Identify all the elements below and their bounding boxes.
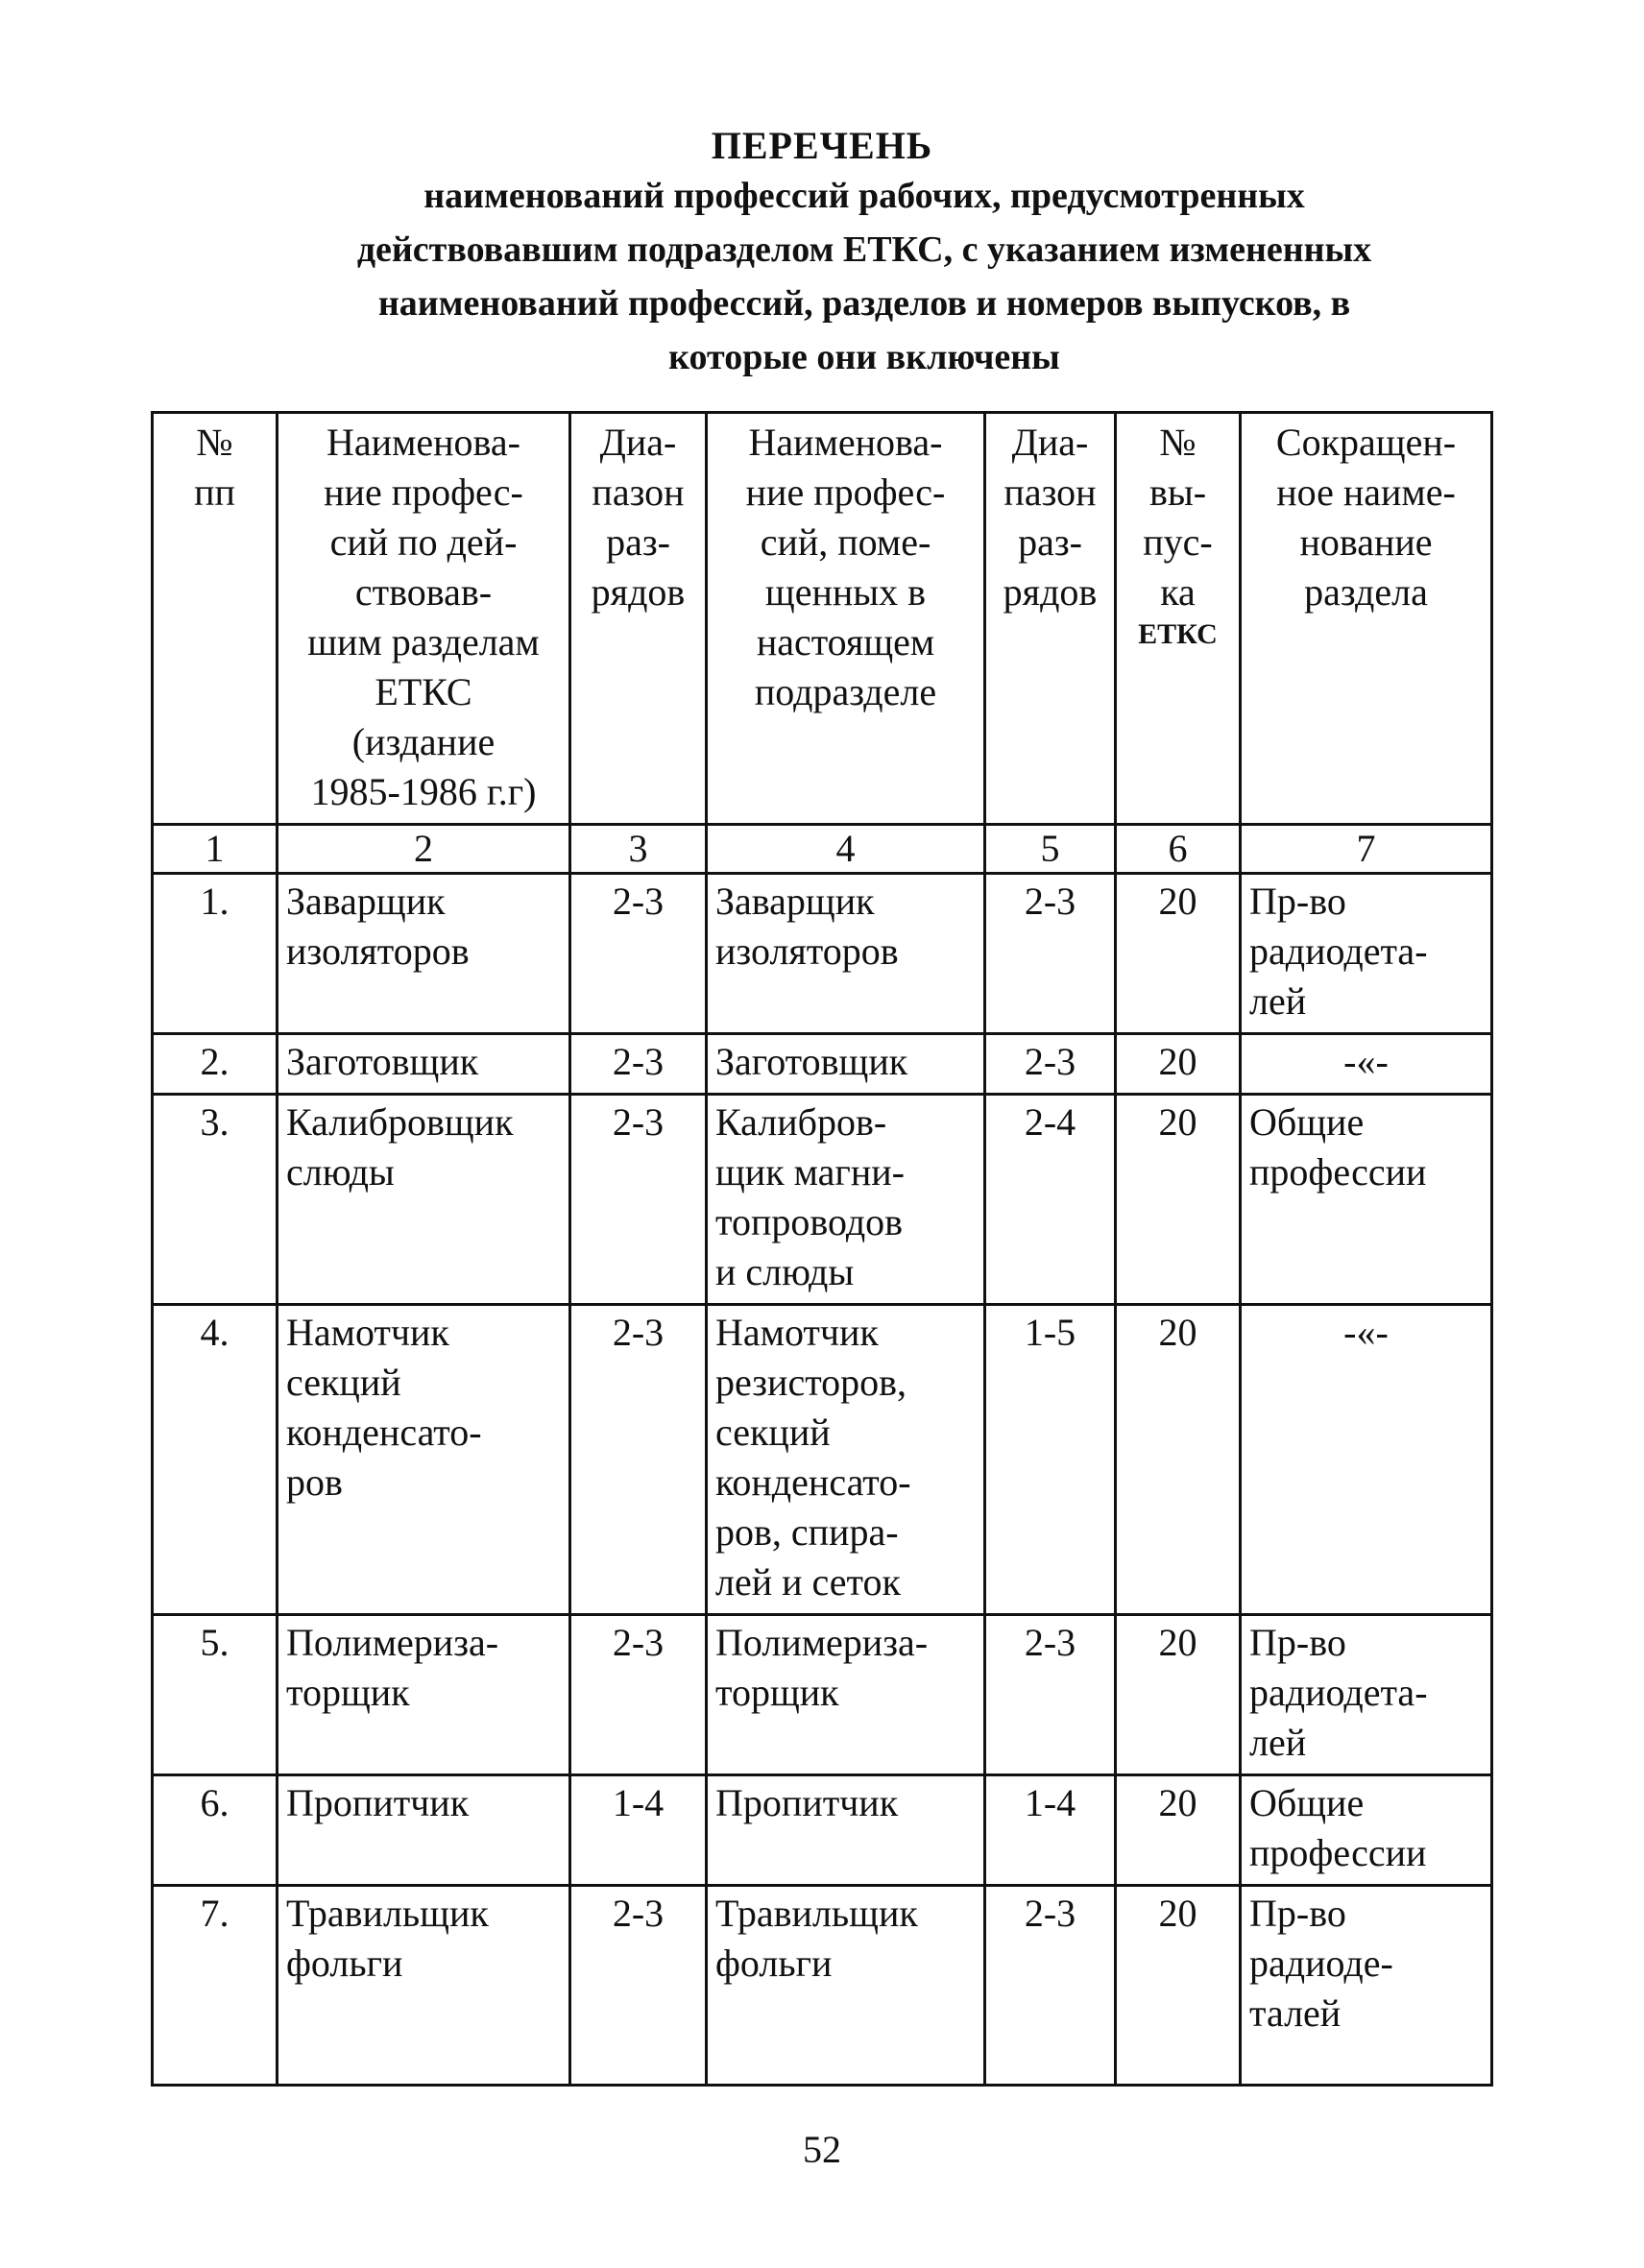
section-name bbox=[1241, 1034, 1492, 1095]
section-name bbox=[1241, 874, 1492, 1034]
old-range: 2-3 bbox=[570, 874, 707, 1034]
cell-line: Калибров- bbox=[715, 1100, 887, 1144]
column-number: 6 bbox=[1116, 825, 1241, 874]
header-text: пазон bbox=[592, 470, 685, 514]
column-number: 1 bbox=[153, 825, 278, 874]
header-text: Диа- bbox=[1011, 421, 1089, 464]
cell-line: секций bbox=[715, 1411, 831, 1454]
table-row bbox=[153, 1886, 1492, 2086]
header-new-name bbox=[707, 413, 985, 825]
professions-table bbox=[151, 411, 1493, 2087]
cell-line: ров, спира- bbox=[715, 1510, 899, 1554]
document-title: ПЕРЕЧЕНЬ bbox=[711, 124, 933, 167]
cell-line: Пр-во bbox=[1249, 1621, 1346, 1664]
issue-number: 20 bbox=[1116, 1095, 1241, 1305]
header-text: Наименова- bbox=[326, 421, 520, 464]
cell-line: фольги bbox=[715, 1942, 833, 1985]
cell-line: Общие bbox=[1249, 1100, 1365, 1144]
header-text: пус- bbox=[1143, 520, 1213, 564]
document-subtitle bbox=[192, 169, 1536, 384]
section-name bbox=[1241, 1305, 1492, 1615]
table-row bbox=[153, 1305, 1492, 1615]
cell-line: радиоде- bbox=[1249, 1942, 1393, 1985]
header-text: Сокращен- bbox=[1275, 421, 1457, 464]
header-issue bbox=[1116, 413, 1241, 825]
header-section bbox=[1241, 413, 1492, 825]
issue-number: 20 bbox=[1116, 1615, 1241, 1775]
subtitle-line: наименований профессий рабочих, предусмотренных bbox=[423, 176, 1305, 216]
table-row bbox=[153, 1034, 1492, 1095]
header-num bbox=[153, 413, 278, 825]
new-range: 2-3 bbox=[985, 1886, 1116, 2086]
cell-line: торщик bbox=[286, 1671, 410, 1714]
old-range: 2-3 bbox=[570, 1886, 707, 2086]
header-row bbox=[153, 413, 1492, 825]
issue-number: 20 bbox=[1116, 1034, 1241, 1095]
row-number: 6. bbox=[153, 1775, 278, 1886]
old-profession-name bbox=[278, 1305, 570, 1615]
issue-number: 20 bbox=[1116, 1775, 1241, 1886]
column-number: 4 bbox=[707, 825, 985, 874]
cell-line: Намотчик bbox=[286, 1311, 449, 1354]
cell-line: профессии bbox=[1249, 1831, 1427, 1874]
cell-line: конденсато- bbox=[715, 1460, 911, 1504]
new-profession-name bbox=[707, 1034, 985, 1095]
cell-line: лей bbox=[1249, 1721, 1307, 1764]
header-new-range bbox=[985, 413, 1116, 825]
old-range: 2-3 bbox=[570, 1615, 707, 1775]
row-number: 2. bbox=[153, 1034, 278, 1095]
header-text: настоящем bbox=[756, 620, 935, 664]
row-number: 3. bbox=[153, 1095, 278, 1305]
section-name bbox=[1241, 1095, 1492, 1305]
header-text: ствовав- bbox=[354, 570, 493, 614]
cell-line: Пр-во bbox=[1249, 880, 1346, 923]
new-range: 1-4 bbox=[985, 1775, 1116, 1886]
new-profession-name bbox=[707, 1775, 985, 1886]
header-text: сий, поме- bbox=[760, 520, 931, 564]
cell-line: конденсато- bbox=[286, 1411, 482, 1454]
row-number: 1. bbox=[153, 874, 278, 1034]
cell-line: Полимериза- bbox=[715, 1621, 929, 1664]
header-text: нование bbox=[1299, 520, 1433, 564]
header-text: пп bbox=[194, 470, 235, 514]
row-number: 5. bbox=[153, 1615, 278, 1775]
cell-line: Заварщик bbox=[286, 880, 446, 923]
new-range: 2-3 bbox=[985, 1615, 1116, 1775]
row-number: 4. bbox=[153, 1305, 278, 1615]
cell-line: Пр-во bbox=[1249, 1892, 1346, 1935]
header-text: раз- bbox=[1018, 520, 1082, 564]
cell-line: профессии bbox=[1249, 1150, 1427, 1194]
cell-line: лей и сеток bbox=[715, 1560, 901, 1604]
section-name bbox=[1241, 1615, 1492, 1775]
old-range: 2-3 bbox=[570, 1305, 707, 1615]
cell-line: ров bbox=[286, 1460, 343, 1504]
column-number: 5 bbox=[985, 825, 1116, 874]
column-number-row bbox=[153, 825, 1492, 874]
cell-line: Заготовщик bbox=[715, 1040, 908, 1083]
old-profession-name bbox=[278, 1615, 570, 1775]
new-range: 2-3 bbox=[985, 1034, 1116, 1095]
table-row bbox=[153, 1775, 1492, 1886]
header-text: шим разделам bbox=[307, 620, 540, 664]
new-profession-name bbox=[707, 1305, 985, 1615]
header-text: ка bbox=[1160, 570, 1196, 614]
header-text: ное наиме- bbox=[1276, 470, 1456, 514]
cell-line: талей bbox=[1249, 1991, 1342, 2035]
cell-line: Пропитчик bbox=[286, 1781, 470, 1824]
cell-line: -«- bbox=[1343, 1040, 1389, 1083]
new-profession-name bbox=[707, 874, 985, 1034]
cell-line: секций bbox=[286, 1361, 401, 1404]
header-text: ЕТКС bbox=[1138, 618, 1218, 650]
column-number: 3 bbox=[570, 825, 707, 874]
cell-line: Полимериза- bbox=[286, 1621, 499, 1664]
old-profession-name bbox=[278, 1095, 570, 1305]
new-profession-name bbox=[707, 1095, 985, 1305]
header-text: раз- bbox=[606, 520, 670, 564]
old-range: 1-4 bbox=[570, 1775, 707, 1886]
table-row bbox=[153, 1095, 1492, 1305]
section-name bbox=[1241, 1886, 1492, 2086]
header-old-range bbox=[570, 413, 707, 825]
cell-line: Травильщик bbox=[715, 1892, 918, 1935]
header-text: вы- bbox=[1148, 470, 1207, 514]
old-profession-name bbox=[278, 1034, 570, 1095]
header-text: 1985-1986 г.г) bbox=[310, 770, 537, 813]
cell-line: фольги bbox=[286, 1942, 403, 1985]
header-old-name bbox=[278, 413, 570, 825]
cell-line: Намотчик bbox=[715, 1311, 879, 1354]
column-number: 2 bbox=[278, 825, 570, 874]
old-profession-name bbox=[278, 1775, 570, 1886]
cell-line: и слюды bbox=[715, 1250, 855, 1293]
column-number: 7 bbox=[1241, 825, 1492, 874]
header-text: рядов bbox=[1003, 570, 1098, 614]
new-range: 2-4 bbox=[985, 1095, 1116, 1305]
cell-line: Пропитчик bbox=[715, 1781, 899, 1824]
old-profession-name bbox=[278, 1886, 570, 2086]
cell-line: Травильщик bbox=[286, 1892, 489, 1935]
header-text: рядов bbox=[591, 570, 686, 614]
header-text: № bbox=[196, 421, 233, 464]
cell-line: слюды bbox=[286, 1150, 395, 1194]
table-row bbox=[153, 1615, 1492, 1775]
new-profession-name bbox=[707, 1615, 985, 1775]
cell-line: радиодета- bbox=[1249, 1671, 1428, 1714]
old-profession-name bbox=[278, 874, 570, 1034]
cell-line: Общие bbox=[1249, 1781, 1365, 1824]
cell-line: изоляторов bbox=[715, 929, 899, 973]
header-text: щенных в bbox=[764, 570, 927, 614]
header-text: Диа- bbox=[599, 421, 677, 464]
cell-line: щик магни- bbox=[715, 1150, 905, 1194]
header-text: Наименова- bbox=[748, 421, 943, 464]
header-text: ние профес- bbox=[324, 470, 523, 514]
cell-line: топроводов bbox=[715, 1200, 904, 1243]
header-text: раздела bbox=[1304, 570, 1428, 614]
subtitle-line: которые они включены bbox=[668, 337, 1060, 377]
cell-line: -«- bbox=[1343, 1311, 1389, 1354]
header-text: ние профес- bbox=[745, 470, 946, 514]
issue-number: 20 bbox=[1116, 874, 1241, 1034]
header-text: сий по дей- bbox=[329, 520, 518, 564]
new-range: 1-5 bbox=[985, 1305, 1116, 1615]
old-range: 2-3 bbox=[570, 1095, 707, 1305]
cell-line: изоляторов bbox=[286, 929, 470, 973]
issue-number: 20 bbox=[1116, 1886, 1241, 2086]
cell-line: радиодета- bbox=[1249, 929, 1428, 973]
section-name bbox=[1241, 1775, 1492, 1886]
new-range: 2-3 bbox=[985, 874, 1116, 1034]
row-number: 7. bbox=[153, 1886, 278, 2086]
cell-line: лей bbox=[1249, 979, 1307, 1023]
subtitle-line: наименований профессий, разделов и номеров выпусков, в bbox=[377, 283, 1351, 324]
header-text: пазон bbox=[1003, 470, 1097, 514]
header-text: № bbox=[1159, 421, 1197, 464]
header-text: (издание bbox=[351, 720, 496, 763]
cell-line: резисторов, bbox=[715, 1361, 907, 1404]
issue-number: 20 bbox=[1116, 1305, 1241, 1615]
header-text: ЕТКС bbox=[375, 670, 472, 713]
table-row bbox=[153, 874, 1492, 1034]
cell-line: торщик bbox=[715, 1671, 839, 1714]
header-text: подразделе bbox=[754, 670, 937, 713]
page-number: 52 bbox=[803, 2128, 841, 2171]
new-profession-name bbox=[707, 1886, 985, 2086]
old-range: 2-3 bbox=[570, 1034, 707, 1095]
cell-line: Заготовщик bbox=[286, 1040, 479, 1083]
subtitle-line: действовавшим подразделом ЕТКС, с указанием измененных bbox=[356, 229, 1372, 270]
cell-line: Калибровщик bbox=[286, 1100, 514, 1144]
cell-line: Заварщик bbox=[715, 880, 875, 923]
